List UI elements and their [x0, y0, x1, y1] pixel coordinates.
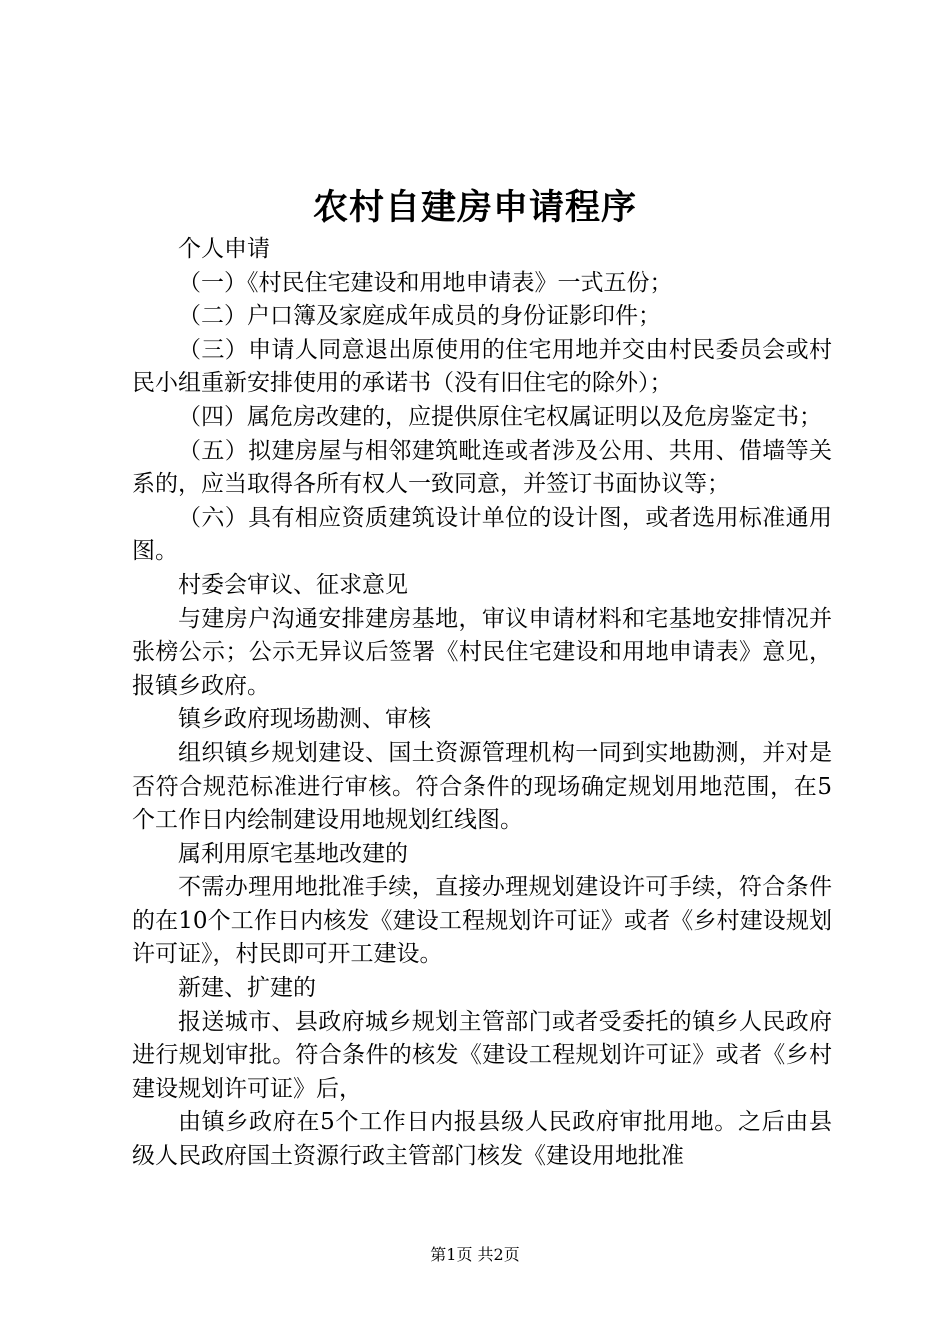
section-heading: 村委会审议、征求意见: [178, 571, 408, 598]
list-item: （一）《村民住宅建设和用地申请表》一式五份；: [178, 269, 673, 296]
document-title: 农村自建房申请程序: [312, 187, 637, 228]
list-item: （三）申请人同意退出原使用的住宅用地并交由村民委员会或村民小组重新安排使用的承诺书（没有旧住宅的除外）；: [132, 336, 832, 397]
section-heading: 属利用原宅基地改建的: [178, 840, 408, 867]
list-item: （二）户口簿及家庭成年成员的身份证影印件；: [178, 303, 661, 330]
list-item: （四）属危房改建的，应提供原住宅权属证明以及危房鉴定书；: [178, 403, 822, 430]
page-number: 第1页 共2页: [430, 1245, 520, 1264]
section-heading: 镇乡政府现场勘测、审核: [178, 706, 431, 733]
document-body: [132, 233, 832, 1174]
paragraph: 组织镇乡规划建设、国土资源管理机构一同到实地勘测，并对是否符合规范标准进行审核。符合条件的现场确定规划用地范围，在5个工作日内绘制建设用地规划红线图。: [132, 739, 832, 834]
paragraph: 与建房户沟通安排建房基地，审议申请材料和宅基地安排情况并张榜公示；公示无异议后签署《村民住宅建设和用地申请表》意见，报镇乡政府。: [132, 605, 832, 699]
paragraph: 由镇乡政府在5个工作日内报县级人民政府审批用地。之后由县级人民政府国土资源行政主管部门核发《建设用地批准: [132, 1109, 832, 1170]
list-item: （六）具有相应资质建筑设计单位的设计图，或者选用标准通用图。: [132, 504, 832, 565]
section-heading: 个人申请: [178, 236, 270, 262]
list-item: （五）拟建房屋与相邻建筑毗连或者涉及公用、共用、借墙等关系的，应当取得各所有权人一致同意，并签订书面协议等；: [132, 437, 832, 498]
paragraph: 报送城市、县政府城乡规划主管部门或者受委托的镇乡人民政府进行规划审批。符合条件的核发《建设工程规划许可证》或者《乡村建设规划许可证》后，: [132, 1008, 832, 1102]
section-heading: 新建、扩建的: [178, 975, 316, 1002]
paragraph: 不需办理用地批准手续，直接办理规划建设许可手续，符合条件的在10个工作日内核发《建设工程规划许可证》或者《乡村建设规划许可证》，村民即可开工建设。: [132, 874, 832, 968]
